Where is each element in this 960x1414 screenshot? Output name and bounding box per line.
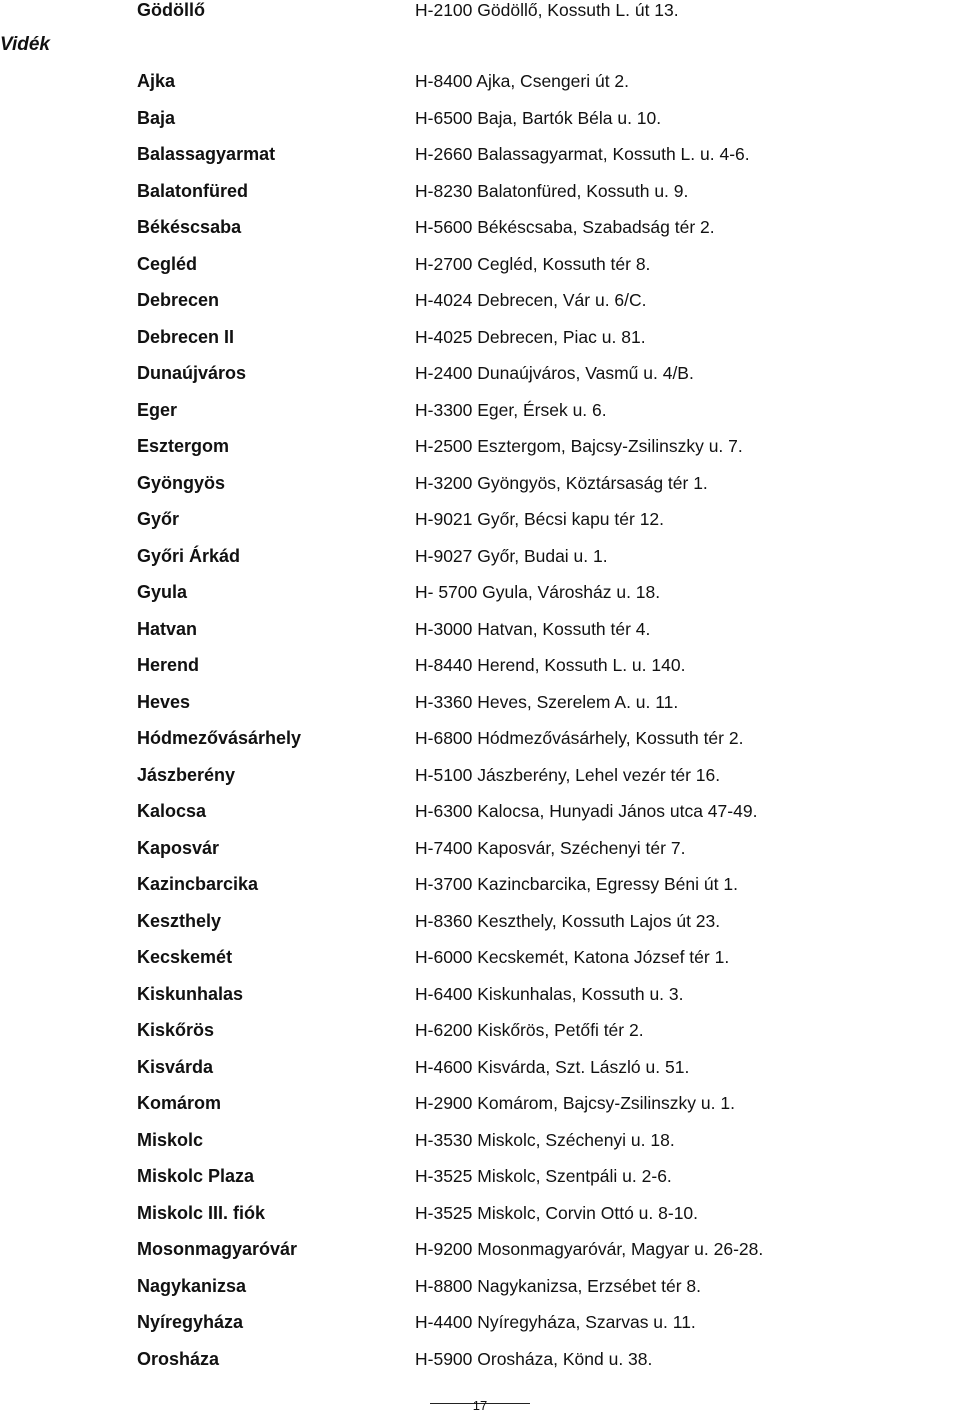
branch-row [0,836,960,873]
branch-row [0,1201,960,1238]
branch-name: Baja [137,107,176,128]
branch-address: H-5600 Békéscsaba, Szabadság tér 2. [415,217,715,237]
branch-row [0,1347,960,1384]
branch-address: H-9021 Győr, Bécsi kapu tér 12. [415,509,665,529]
branch-address: H-4400 Nyíregyháza, Szarvas u. 11. [415,1312,696,1332]
branch-name: Esztergom [137,436,230,456]
branch-address: H-9027 Győr, Budai u. 1. [415,545,608,566]
branch-address: H-3300 Eger, Érsek u. 6. [415,399,607,420]
branch-row [0,580,960,617]
branch-row [0,909,960,946]
branch-row [0,1164,960,1201]
branch-address: H-8230 Balatonfüred, Kossuth u. 9. [415,180,689,201]
branch-name: Győr [137,509,180,529]
branch-name: Cegléd [137,253,198,274]
branch-row [0,726,960,763]
branch-address: H-2100 Gödöllő, Kossuth L. út 13. [415,0,679,20]
branch-address: H-4025 Debrecen, Piac u. 81. [415,326,646,347]
branch-name: Orosháza [137,1348,220,1369]
branch-address: H-2400 Dunaújváros, Vasmű u. 4/B. [415,363,694,383]
branch-row [0,617,960,654]
branch-name: Debrecen [137,290,220,310]
branch-name: Jászberény [137,764,236,785]
branch-name: Hódmezővásárhely [137,728,302,748]
branch-address: H-3525 Miskolc, Szentpáli u. 2-6. [415,1166,672,1186]
branch-address: H-2700 Cegléd, Kossuth tér 8. [415,253,651,274]
branch-address: H-6500 Baja, Bartók Béla u. 10. [415,107,662,128]
branch-row [0,982,960,1019]
branch-row [0,434,960,471]
branch-address: H-4024 Debrecen, Vár u. 6/C. [415,290,647,310]
branch-name: Debrecen II [137,326,235,347]
branch-address: H-5900 Orosháza, Könd u. 38. [415,1348,653,1369]
branch-row [0,471,960,508]
branch-name: Győri Árkád [137,545,241,566]
branch-address: H- 5700 Gyula, Városház u. 18. [415,582,661,602]
branch-name: Miskolc III. fiók [137,1202,266,1223]
branch-address: H-8400 Ajka, Csengeri út 2. [415,71,630,91]
branch-row [0,544,960,581]
branch-row [0,690,960,727]
page-number: 17 [472,1398,488,1413]
branch-row [0,398,960,435]
branch-address: H-3360 Heves, Szerelem A. u. 11. [415,691,679,712]
branch-address: H-6400 Kiskunhalas, Kossuth u. 3. [415,983,684,1004]
branch-row [0,1237,960,1274]
branch-address: H-9200 Mosonmagyaróvár, Magyar u. 26-28. [415,1239,764,1259]
branch-name: Keszthely [137,910,222,931]
branch-row [0,1091,960,1128]
branch-address: H-3200 Gyöngyös, Köztársaság tér 1. [415,472,708,493]
branch-row [0,945,960,982]
branch-row [0,69,960,106]
branch-row [0,142,960,179]
branch-name: Herend [137,655,200,675]
branch-row [0,1055,960,1092]
branch-name: Dunaújváros [137,363,247,383]
branch-address: H-3000 Hatvan, Kossuth tér 4. [415,618,651,639]
branch-name: Balassagyarmat [137,144,276,164]
branch-name: Nyíregyháza [137,1312,244,1332]
branch-row [0,288,960,325]
branch-address: H-8440 Herend, Kossuth L. u. 140. [415,655,686,675]
branch-name: Gyöngyös [137,472,226,493]
branch-address: H-6300 Kalocsa, Hunyadi János utca 47-49. [415,801,758,821]
branch-address: H-4600 Kisvárda, Szt. László u. 51. [415,1056,690,1077]
branch-row [0,179,960,216]
branch-address: H-2660 Balassagyarmat, Kossuth L. u. 4-6. [415,144,750,164]
branch-address: H-2900 Komárom, Bajcsy-Zsilinszky u. 1. [415,1093,735,1113]
branch-name: Balatonfüred [137,180,249,201]
branch-row [0,215,960,252]
branch-name: Békéscsaba [137,217,242,237]
branch-address: H-7400 Kaposvár, Széchenyi tér 7. [415,837,686,858]
branch-row [0,799,960,836]
branch-name: Kiskunhalas [137,983,244,1004]
branch-name: Kazincbarcika [137,874,259,894]
branch-address: H-6000 Kecskemét, Katona József tér 1. [415,947,730,967]
branch-row [0,325,960,362]
branch-name: Eger [137,399,178,420]
branch-name: Komárom [137,1093,222,1113]
branch-name: Miskolc [137,1129,204,1150]
branch-address: H-3525 Miskolc, Corvin Ottó u. 8-10. [415,1202,699,1223]
top-entry-row [0,0,960,24]
branch-address: H-6800 Hódmezővásárhely, Kossuth tér 2. [415,728,744,748]
section-heading: Vidék [0,34,50,55]
branch-name: Gyula [137,582,188,602]
branch-row [0,872,960,909]
branch-name: Kecskemét [137,947,233,967]
branch-row [0,361,960,398]
branch-name: Heves [137,691,191,712]
branch-row [0,106,960,143]
branch-list [0,69,960,1383]
branch-name: Nagykanizsa [137,1275,247,1296]
branch-row [0,1274,960,1311]
branch-address: H-3530 Miskolc, Széchenyi u. 18. [415,1129,675,1150]
branch-address: H-8800 Nagykanizsa, Erzsébet tér 8. [415,1275,701,1296]
branch-row [0,507,960,544]
branch-address: H-5100 Jászberény, Lehel vezér tér 16. [415,764,721,785]
branch-name: Kalocsa [137,801,207,821]
branch-name: Mosonmagyaróvár [137,1239,298,1259]
branch-row [0,763,960,800]
branch-name: Ajka [137,71,176,91]
branch-address: H-8360 Keszthely, Kossuth Lajos út 23. [415,910,721,931]
branch-name: Gödöllő [137,0,205,20]
branch-name: Kiskőrös [137,1020,215,1040]
branch-row [0,1128,960,1165]
branch-address: H-3700 Kazincbarcika, Egressy Béni út 1. [415,874,738,894]
branch-row [0,1310,960,1347]
branch-name: Hatvan [137,618,198,639]
branch-address: H-6200 Kiskőrös, Petőfi tér 2. [415,1020,644,1040]
branch-name: Miskolc Plaza [137,1166,255,1186]
branch-row [0,252,960,289]
branch-name: Kaposvár [137,837,220,858]
branch-address: H-2500 Esztergom, Bajcsy-Zsilinszky u. 7. [415,436,743,456]
branch-name: Kisvárda [137,1056,214,1077]
branch-row [0,1018,960,1055]
branch-row [0,653,960,690]
